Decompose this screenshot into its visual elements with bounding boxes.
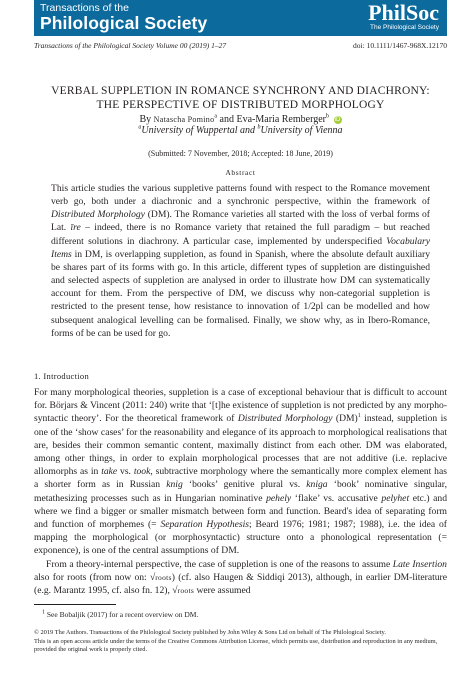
body-span: , subtractive morphology where the semantically more complex element has a shorter form as in Russian — [34, 466, 447, 491]
philsoc-logo — [368, 1, 439, 32]
abstract-span: in DM, is overlapping suppletion, as found in Spanish, where the absolute default auxiliary be shares part of its forms with go. In this article, different types of suppletion are distinguished and selected aspects of suppletion are analysed in order to illustrate how DM can systematically account for them. From the perspective of DM, we discuss why non-categorial suppletion is restricted to the present tense, how resistance to innovation of 1/2pl can be modelled and how subsequent analogical levelling can be formalised. Finally, we show why, as in Ibero-Romance, forms of be can be used for go. — [51, 248, 430, 339]
doi-link[interactable]: doi: 10.1111/1467-968X.12170 — [353, 41, 447, 50]
body-span: ‘book’ nominative singular, metathesizing processes such as in Hungarian nominative — [34, 479, 447, 504]
copyright-line-1: © 2019 The Authors. Transactions of the Philological Society published by John Wiley & Sons Ltd on behalf of The Philological Society. — [34, 629, 386, 636]
term-dm: Distributed Morphology — [237, 413, 333, 425]
term-knig: knig — [166, 479, 183, 491]
body-paragraph-2 — [34, 558, 447, 598]
footnote-divider — [34, 604, 116, 605]
body-span: For many morphological theories, suppletion is a case of exceptional behaviour that is difficult to account for. Börjars & Vincent (2011: 240) write that ‘[t]he existence of suppletion is not predicted by any morpho-syntactic theory’. For the theoretical framework of — [34, 387, 447, 425]
affil-marker-b: b — [257, 124, 261, 131]
author-line — [34, 114, 447, 125]
abstract-span: – indeed, there is no Romance variety that retained the full paradigm – but reached different solutions in diachrony. A particular case, implemented by underspecified — [51, 222, 430, 247]
footnote-text: See Bobaljik (2017) for a recent overview on DM. — [45, 610, 199, 619]
body-span: ) (cf. also Haugen & Siddiqi 2013), although, in earlier DM-literature (e.g. Marantz 1995, cf. also fn. 12), √ — [34, 571, 448, 597]
author-remberger: Eva-Maria Remberger — [236, 114, 326, 125]
term-kniga: kniga — [306, 479, 328, 491]
and-label: and — [219, 114, 234, 125]
body-span: also for roots (from now on: √ — [34, 571, 156, 583]
term-pehely: pehely — [266, 492, 292, 504]
by-label: By — [139, 114, 152, 125]
copyright-notice — [34, 629, 447, 655]
body-span: instead, suppletion is one of the ‘show cases’ for the reasonability and elegance of its approach to morphological realisations that are, besides their common semantic content, maximally distinct from each other. DM was elaborated, among other things, in order to explain morphological processes that are not additive (i.e. replacive allomorphs as in — [34, 413, 448, 478]
journal-citation: Transactions of the Philological Society Volume 00 (2019) 1–27 — [34, 41, 227, 50]
abstract-paragraph — [51, 182, 430, 340]
affil-wuppertal: University of Wuppertal and — [141, 125, 258, 136]
author1-affil-marker: a — [214, 113, 218, 120]
license-line: This is an open access article under the terms of the Creative Commons Attribution License, which permits use, distribution and reproduction in any medium, provided the original work is properly cited. — [34, 637, 438, 654]
term-late-insertion: Late Insertion — [392, 558, 447, 570]
abstract-heading: Abstract — [225, 168, 256, 177]
body-span: (DM) — [332, 413, 358, 425]
body-span: were assumed — [194, 585, 251, 597]
title-line-2: THE PERSPECTIVE OF DISTRIBUTED MORPHOLOGY — [96, 98, 385, 111]
abstract-text — [51, 182, 430, 340]
journal-name-line2: Philological Society — [40, 13, 208, 33]
body-text — [34, 386, 447, 597]
journal-banner — [34, 0, 447, 36]
term-pelyhet: pelyhet — [381, 492, 410, 504]
term-take: take — [101, 466, 118, 478]
body-span: From a theory-internal perspective, the case of suppletion is one of the reasons to assume — [46, 558, 393, 570]
footnote-ref-1[interactable]: 1 — [357, 413, 361, 420]
body-span: ; Beard 1976; 1981; 1987; 1988), i.e. the idea of mapping the morphological (or morphosyntactic) structure onto a phonological representation (= exponence), is one of the central assumptions of DM. — [34, 519, 447, 557]
term-roots: roots — [155, 572, 172, 582]
author2-affil-marker: b — [326, 113, 329, 120]
journal-name-line1: Transactions of the — [40, 2, 129, 14]
logo-sub-text: The Philological Society — [369, 24, 439, 31]
abstract-term-vocabulary-items: Vocabulary Items — [51, 235, 430, 260]
running-head — [34, 41, 447, 50]
abstract-span: This article studies the various suppletive patterns found with respect to the Romance movement verb go, both under a diachronic and a synchronic perspective, within the framework of — [51, 183, 430, 208]
footnote-number: 1 — [42, 609, 45, 616]
title-line-1: VERBAL SUPPLETION IN ROMANCE SYNCHRONY AND DIACHRONY: — [51, 85, 430, 97]
orcid-icon[interactable]: iD — [334, 116, 341, 123]
submission-dates: (Submitted: 7 November, 2018; Accepted: 18 June, 2019) — [148, 149, 333, 158]
abstract-term-ire: īre — [70, 222, 81, 234]
section-heading-introduction: 1. Introduction — [34, 371, 90, 381]
affil-vienna: University of Vienna — [260, 125, 343, 136]
footnote-1 — [42, 610, 198, 619]
body-span: vs. — [117, 466, 134, 478]
term-took: took — [133, 466, 151, 478]
article-title — [34, 85, 447, 112]
abstract-term-dm: Distributed Morphology — [51, 209, 145, 221]
term-roots: roots — [177, 586, 195, 596]
abstract-span: (DM). The Romance varieties all started with the loss of verbal forms of Lat. — [51, 209, 430, 234]
term-separation-hypothesis: Separation Hypothesis — [160, 519, 250, 531]
body-paragraph-1 — [34, 386, 447, 558]
body-span: ‘books’ genitive plural vs. — [182, 479, 307, 491]
body-span: etc.) and where we find a bigger or smaller mismatch between form and function. Beard's idea of separating form and function of morphemes (= — [34, 492, 447, 531]
author-pomino: Natascha Pomino — [153, 115, 215, 124]
body-span: ‘flake’ vs. accusative — [291, 492, 382, 504]
logo-main-text: PhilSoc — [368, 0, 439, 25]
affiliations — [34, 125, 447, 136]
affil-marker-a: a — [138, 124, 142, 131]
